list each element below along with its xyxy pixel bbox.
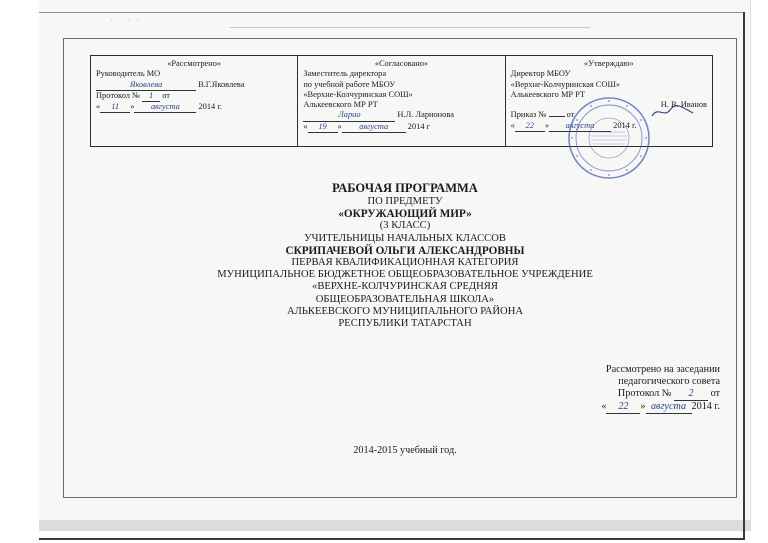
school-seal: [567, 96, 651, 180]
teacher-role: УЧИТЕЛЬНИЦЫ НАЧАЛЬНЫХ КЛАССОВ: [304, 232, 506, 244]
from-label: от: [566, 110, 575, 120]
protocol-number: 2: [674, 388, 708, 401]
signature-row: [96, 80, 292, 91]
institution-line: МУНИЦИПАЛЬНОЕ БЮДЖЕТНОЕ ОБЩЕОБРАЗОВАТЕЛЬНОЕ УЧРЕЖДЕНИЕ: [217, 269, 593, 281]
signature-row: [303, 110, 499, 121]
date-row: « 22 » августа 2014 г.: [511, 121, 707, 132]
from-label: от: [162, 90, 170, 100]
date-month: августа: [134, 102, 196, 113]
signer-name: Н. В. Иванов: [660, 100, 707, 110]
scan-noise: · · · ·: [110, 16, 141, 25]
handwritten-signature: Яковлева: [96, 80, 196, 91]
date-day: 22: [606, 401, 640, 414]
protocol-number: 1: [142, 91, 160, 102]
approval-heading: «Утверждаю»: [583, 59, 634, 68]
academic-year: 2014-2015 учебный год.: [353, 445, 457, 456]
subject-prefix: ПО ПРЕДМЕТУ: [367, 196, 443, 207]
date-row: « 11 » августа 2014 г.: [96, 102, 292, 113]
date-year: 2014 г.: [613, 120, 637, 130]
from-label: от: [710, 388, 720, 399]
grade: (3 КЛАСС): [379, 220, 431, 232]
document-title: РАБОЧАЯ ПРОГРАММА: [332, 181, 478, 195]
approval-district: Алькеевского МР РТ: [510, 89, 586, 99]
approval-role: по учебной работе МБОУ: [303, 79, 396, 89]
order-label: Приказ №: [510, 110, 547, 120]
institution-line: «ВЕРХНЕ-КОЛЧУРИНСКАЯ СРЕДНЯЯ: [312, 281, 498, 293]
date-month: августа: [342, 122, 406, 133]
council-review: [555, 364, 720, 414]
date-month: августа: [646, 401, 692, 414]
approval-agreed: [298, 56, 505, 146]
approval-district: Алькеевского МР РТ: [303, 100, 378, 110]
approval-role: Директор МБОУ: [510, 69, 571, 79]
republic: РЕСПУБЛИКИ ТАТАРСТАН: [338, 318, 472, 330]
page-top-edge: [39, 12, 745, 13]
approval-heading: «Согласовано»: [374, 59, 429, 68]
title-block: [170, 180, 640, 330]
date-day: 11: [100, 102, 130, 113]
council-line: педагогического совета: [618, 376, 720, 387]
director-signature: [650, 104, 695, 120]
protocol-label: Протокол №: [96, 90, 141, 100]
scan-shadow: [39, 520, 750, 531]
institution-line: ОБЩЕОБРАЗОВАТЕЛЬНАЯ ШКОЛА»: [315, 293, 495, 305]
date-year: 2014 г: [407, 121, 431, 131]
date-day: 19: [308, 122, 338, 133]
subject-name: «ОКРУЖАЮЩИЙ МИР»: [338, 208, 472, 221]
signer-name: Н.Л. Ларионова: [397, 110, 454, 120]
council-protocol: [555, 388, 720, 401]
date-year: 2014 г.: [691, 401, 720, 412]
approval-org: «Верхне-Колчуринская СОШ»: [303, 89, 413, 99]
date-row: « 19 » августа 2014 г: [303, 122, 499, 133]
signer-name: В.Г.Яковлева: [198, 79, 245, 89]
approval-reviewed: [91, 56, 298, 146]
protocol-row: [96, 91, 292, 102]
teacher-name: СКРИПАЧЕВОЙ ОЛЬГИ АЛЕКСАНДРОВНЫ: [285, 244, 525, 257]
approval-role: Заместитель директора: [303, 69, 387, 79]
approval-heading: «Рассмотрено»: [167, 59, 222, 68]
page-bottom-edge: [39, 538, 745, 540]
approval-role: Руководитель МО: [96, 69, 161, 79]
qualification: ПЕРВАЯ КВАЛИФИКАЦИОННАЯ КАТЕГОРИЯ: [291, 257, 519, 269]
approval-org: «Верхне-Колчуринская СОШ»: [510, 79, 621, 89]
council-date: « 22 » августа 2014 г.: [601, 401, 720, 412]
scan-rule: [230, 27, 590, 28]
handwritten-signature: Ларио: [303, 110, 395, 121]
protocol-label: Протокол №: [617, 388, 672, 399]
page-right-edge: [743, 12, 745, 540]
date-month: августа: [549, 121, 611, 132]
district: АЛЬКЕЕВСКОГО МУНИЦИПАЛЬНОГО РАЙОНА: [286, 305, 523, 317]
date-day: 22: [515, 121, 545, 132]
council-line: Рассмотрено на заседании: [605, 364, 720, 375]
date-year: 2014 г.: [198, 102, 222, 112]
